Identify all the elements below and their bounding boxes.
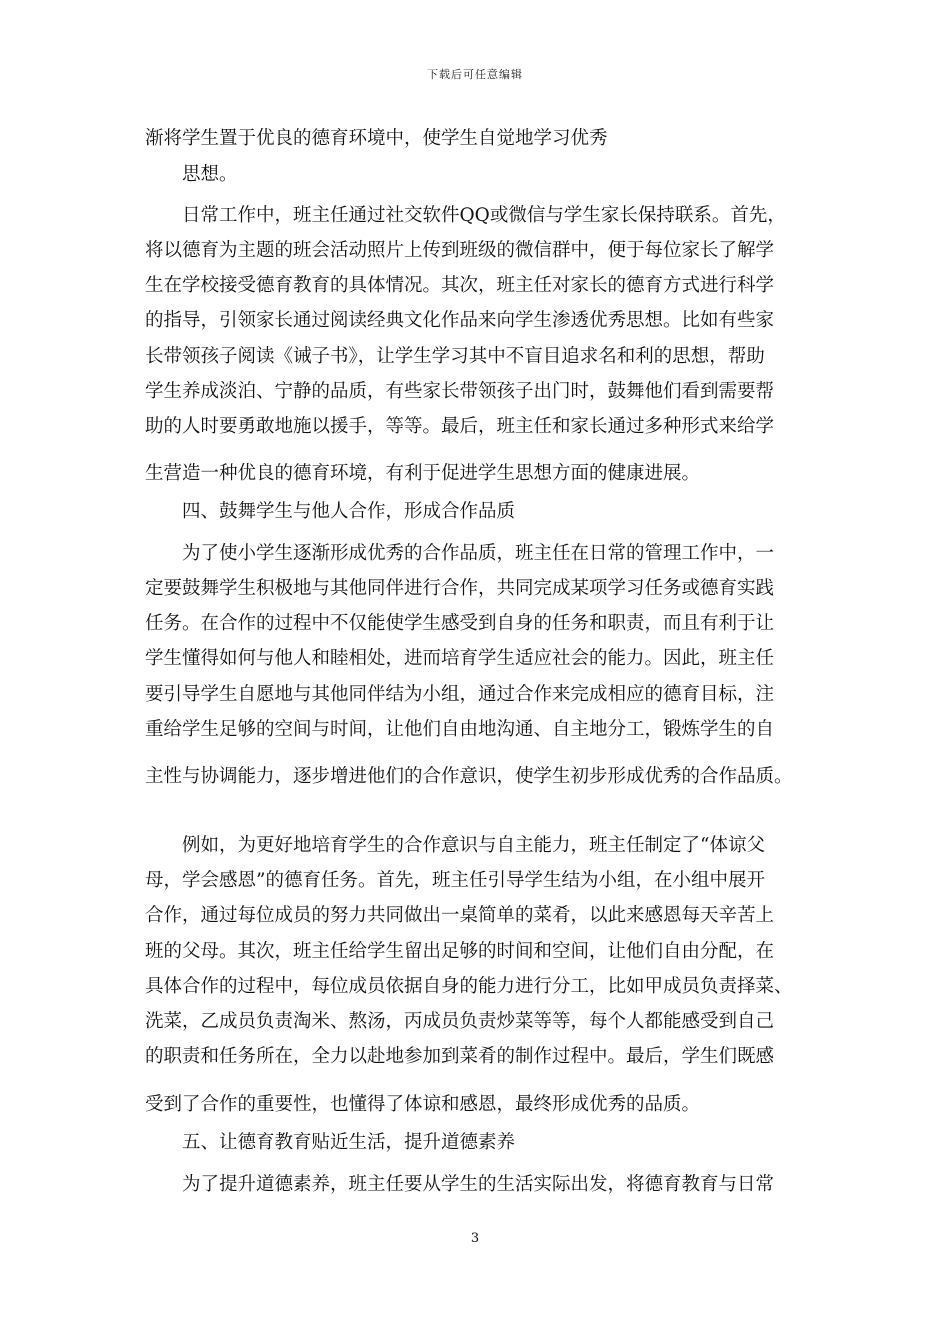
text-line: 助的人时要勇敢地施以援手，等等。最后，班主任和家长通过多种形式来给学 [145, 416, 775, 437]
text-line: 合作，通过每位成员的努力共同做出一桌简单的菜肴，以此来感恩每天辛苦上 [145, 905, 775, 926]
text-line: 例如，为更好地培育学生的合作意识与自主能力，班主任制定了“体谅父 [182, 835, 765, 856]
text-line: 学生养成淡泊、宁静的品质，有些家长带领孩子出门时，鼓舞他们看到需要帮 [145, 381, 775, 402]
text-line: 母，学会感恩”的德育任务。首先，班主任引导学生结为小组，在小组中展开 [145, 870, 765, 891]
text-line: 长带领孩子阅读《诫子书》，让学生学习其中不盲目追求名和利的思想，帮助 [145, 346, 765, 367]
text-line: 具体合作的过程中，每位成员依据自身的能力进行分工，比如甲成员负责择菜、 [145, 976, 793, 997]
text-line: 主性与协调能力，逐步增进他们的合作意识，使学生初步形成优秀的合作品质。 [145, 766, 793, 787]
text-line: 为了使小学生逐渐形成优秀的合作品质，班主任在日常的管理工作中，一 [182, 543, 775, 564]
section-heading: 四、鼓舞学生与他人合作，形成合作品质 [182, 501, 516, 522]
text-line: 的指导，引领家长通过阅读经典文化作品来向学生渗透优秀思想。比如有些家 [145, 310, 775, 331]
text-line: 任务。在合作的过程中不仅能使学生感受到自身的任务和职责，而且有利于让 [145, 613, 775, 634]
text-line: 重给学生足够的空间与时间，让他们自由地沟通、自主地分工，锻炼学生的自 [145, 719, 775, 740]
text-line: 生在学校接受德育教育的具体情况。其次，班主任对家长的德育方式进行科学 [145, 275, 775, 296]
text-line: 洗菜，乙成员负责淘米、熬汤，丙成员负责炒菜等等，每个人都能感受到自己 [145, 1011, 775, 1032]
text-line: 受到了合作的重要性，也懂得了体谅和感恩，最终形成优秀的品质。 [145, 1094, 701, 1115]
page-number: 3 [470, 1231, 480, 1246]
text-line: 为了提升道德素养，班主任要从学生的生活实际出发，将德育教育与日常 [182, 1174, 775, 1195]
text-line: 班的父母。其次，班主任给学生留出足够的时间和空间，让他们自由分配，在 [145, 941, 775, 962]
text-line: 定要鼓舞学生积极地与其他同伴进行合作，共同完成某项学习任务或德育实践 [145, 578, 775, 599]
text-line: 思想。 [182, 164, 238, 185]
text-line: 日常工作中，班主任通过社交软件QQ或微信与学生家长保持联系。首先， [182, 205, 786, 226]
text-line: 要引导学生自愿地与其他同伴结为小组，通过合作来完成相应的德育目标，注 [145, 684, 775, 705]
section-heading: 五、让德育教育贴近生活，提升道德素养 [182, 1132, 516, 1153]
text-line: 渐将学生置于优良的德育环境中，使学生自觉地学习优秀 [145, 128, 608, 149]
text-line: 将以德育为主题的班会活动照片上传到班级的微信群中，便于每位家长了解学 [145, 240, 775, 261]
page-header: 下载后可任意编辑 [427, 68, 523, 81]
text-line: 学生懂得如何与他人和睦相处，进而培育学生适应社会的能力。因此，班主任 [145, 648, 775, 669]
text-line: 的职责和任务所在，全力以赴地参加到菜肴的制作过程中。最后，学生们既感 [145, 1046, 775, 1067]
text-line: 生营造一种优良的德育环境，有利于促进学生思想方面的健康进展。 [145, 463, 701, 484]
